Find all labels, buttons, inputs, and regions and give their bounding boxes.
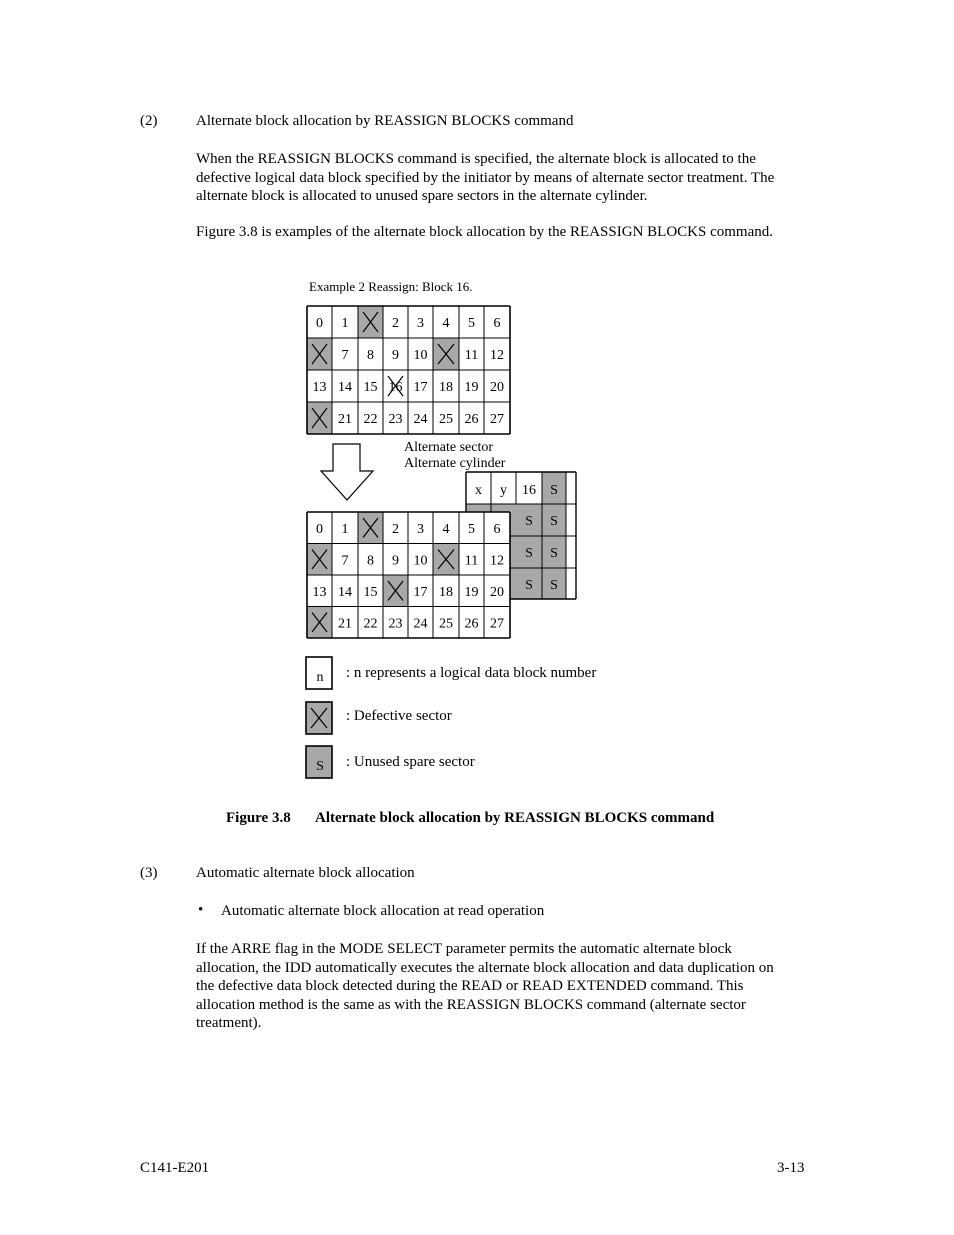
para-line: alternate block is allocated to unused spare sectors in the alternate cylinder.: [196, 188, 648, 205]
para-line: If the ARRE flag in the MODE SELECT parameter permits the automatic alternate block: [196, 941, 732, 957]
before-grid-cell-number: 15: [363, 380, 378, 395]
before-grid-cell-number: 17: [413, 380, 428, 395]
para-line: allocation, the IDD automatically executes the alternate block allocation and data duplication on: [196, 959, 774, 976]
section-2-paragraph-2: Figure 3.8 is examples of the alternate block allocation by the REASSIGN BLOCKS command.: [196, 224, 773, 240]
alt-cell-label: 16: [522, 483, 536, 498]
before-grid-cell-number: 20: [490, 380, 504, 395]
spare-sector-label: S: [525, 578, 533, 593]
section-3-number: (3): [140, 865, 158, 881]
para-line: defective logical data block specified by the initiator by means of alternate sector treatment. The: [196, 169, 775, 186]
after-grid-cell-number: 23: [388, 616, 403, 632]
before-grid-cell-number: 11: [464, 348, 479, 363]
after-grid-cell-number: 17: [413, 584, 428, 600]
before-grid-cell-number: 13: [312, 380, 327, 395]
section-2-heading: Alternate block allocation by REASSIGN BLOCKS command: [196, 113, 574, 129]
before-grid-cell-number: 14: [338, 380, 352, 395]
before-grid-cell-number: 3: [417, 316, 424, 331]
para-line: allocation method is the same as with the REASSIGN BLOCKS command (alternate sector: [196, 996, 746, 1013]
before-grid-cell-number: 8: [367, 348, 374, 363]
before-grid-cell-number: 18: [439, 380, 453, 395]
before-grid-cell-number: 1: [341, 316, 349, 331]
before-grid-cell-number: 0: [316, 316, 323, 331]
bullet-icon: •: [198, 902, 204, 918]
after-grid-cell-number: 21: [338, 616, 352, 632]
legend-logical-block-symbol: n: [316, 670, 324, 685]
after-grid-cell-number: 0: [316, 521, 323, 537]
section-3-bullet-text: Automatic alternate block allocation at read operation: [221, 903, 545, 919]
before-grid-cell-number: 26: [464, 412, 479, 427]
before-grid-cell-number: 4: [442, 316, 450, 331]
alternate-cylinder-label: Alternate cylinder: [404, 456, 506, 471]
alt-cell-label: S: [550, 483, 558, 498]
after-grid-cell-number: 2: [392, 521, 399, 537]
down-arrow-icon: [321, 444, 373, 500]
after-grid-cell-number: 22: [363, 616, 378, 632]
before-grid-cell-number: 19: [464, 380, 479, 395]
alternate-sector-label: Alternate sector: [404, 440, 494, 455]
after-grid-cell-number: 18: [439, 584, 453, 600]
after-grid-cell-number: 14: [338, 584, 352, 600]
before-grid-cell-number: 16: [388, 380, 403, 395]
after-grid-cell-number: 9: [392, 553, 399, 569]
after-grid-cell-number: 5: [468, 521, 475, 537]
after-grid-cell-number: 1: [341, 521, 349, 537]
after-grid-cell-number: 10: [413, 553, 428, 569]
legend-logical-block-text: : n represents a logical data block number: [346, 665, 597, 681]
para-line: the defective data block detected during the READ or READ EXTENDED command. This: [196, 978, 744, 995]
after-grid-cell-number: 19: [464, 584, 479, 600]
after-grid-cell-number: 25: [439, 616, 453, 632]
before-grid-cell-number: 2: [392, 316, 399, 331]
legend-defective-text: : Defective sector: [346, 708, 452, 724]
before-grid-cell-number: 6: [493, 316, 501, 331]
example-label: Example 2 Reassign: Block 16.: [309, 279, 473, 294]
before-grid-cell-number: 9: [392, 348, 399, 363]
before-grid-cell-number: 23: [388, 412, 403, 427]
legend-spare-symbol: S: [316, 759, 324, 774]
after-grid-cell-number: 15: [363, 584, 378, 600]
spare-sector-label: S: [550, 514, 558, 529]
after-grid-cell-number: 4: [442, 521, 450, 537]
spare-sector-label: S: [550, 546, 558, 561]
after-grid-cell-number: 24: [413, 616, 428, 632]
after-grid-cell-number: 7: [341, 553, 349, 569]
legend-spare-text: : Unused spare sector: [346, 754, 475, 770]
before-grid-cell-number: 25: [439, 412, 453, 427]
spare-sector-label: S: [525, 514, 533, 529]
before-grid-cell-number: 7: [341, 348, 349, 363]
spare-sector-label: S: [550, 578, 558, 593]
footer-page-number: 3-13: [777, 1160, 805, 1176]
before-grid-cell-number: 22: [363, 412, 378, 427]
after-grid-cell-number: 13: [312, 584, 327, 600]
before-grid-cell-number: 24: [413, 412, 428, 427]
footer-doc-id: C141-E201: [140, 1160, 210, 1176]
section-3-heading: Automatic alternate block allocation: [196, 865, 415, 881]
before-grid-cell-number: 10: [413, 348, 428, 363]
para-line: treatment).: [196, 1015, 262, 1032]
figure-caption-title: Alternate block allocation by REASSIGN BLOCKS command: [315, 810, 715, 826]
after-grid-cell-number: 6: [493, 521, 501, 537]
after-grid-cell-number: 8: [367, 553, 374, 569]
before-grid-cell-number: 21: [338, 412, 352, 427]
alt-cell-label: y: [500, 483, 507, 498]
before-grid-cell-number: 5: [468, 316, 475, 331]
after-grid-cell-number: 11: [464, 553, 479, 569]
after-grid-cell-number: 3: [417, 521, 424, 537]
alt-cell-label: x: [475, 483, 482, 498]
para-line: When the REASSIGN BLOCKS command is specified, the alternate block is allocated to the: [196, 151, 756, 167]
spare-sector-label: S: [525, 546, 533, 561]
after-grid-cell-number: 27: [490, 616, 504, 632]
before-grid-cell-number: 12: [490, 348, 504, 363]
section-3-paragraph: [196, 940, 806, 1033]
figure-caption-number: Figure 3.8: [226, 810, 291, 826]
before-grid-cell-number: 27: [490, 412, 504, 427]
section-2-number: (2): [140, 113, 158, 129]
after-grid-cell-number: 26: [464, 616, 479, 632]
after-grid-cell-number: 20: [490, 584, 504, 600]
after-grid-cell-number: 12: [490, 553, 504, 569]
